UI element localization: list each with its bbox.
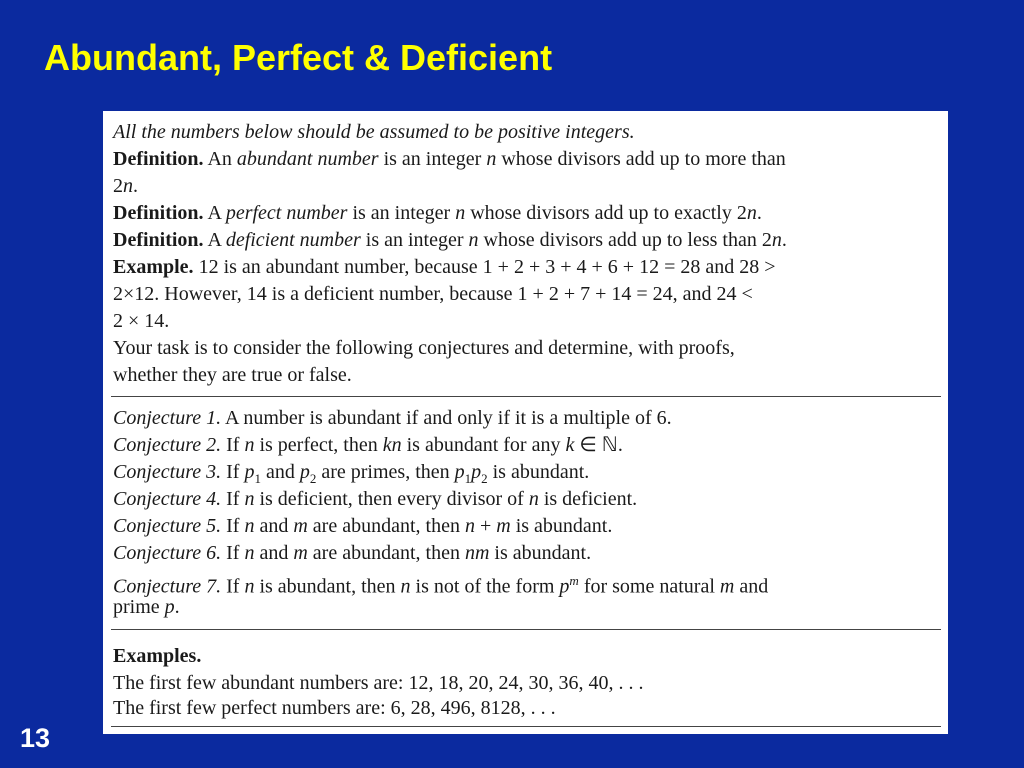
definition-deficient: Definition. A deficient number is an integer n whose divisors add up to less than 2n. [113, 229, 787, 251]
conjecture-5: Conjecture 5. If n and m are abundant, then n + m is abundant. [113, 515, 613, 537]
conjecture-2: Conjecture 2. If n is perfect, then kn is abundant for any k ∈ ℕ. [113, 434, 623, 456]
definition-abundant-cont: 2n. [113, 175, 138, 197]
conjecture-6: Conjecture 6. If n and m are abundant, then nm is abundant. [113, 542, 592, 564]
slide-title: Abundant, Perfect & Deficient [44, 37, 553, 78]
conjecture-1: Conjecture 1. A number is abundant if and only if it is a multiple of 6. [113, 407, 672, 429]
divider-2 [111, 629, 941, 630]
abundant-examples-line: The first few abundant numbers are: 12, 18, 20, 24, 30, 36, 40, . . . [113, 672, 644, 694]
examples-heading: Examples. [113, 645, 202, 667]
task-line-1: Your task is to consider the following conjectures and determine, with proofs, [113, 337, 735, 359]
intro-line: All the numbers below should be assumed to be positive integers. [113, 121, 635, 143]
perfect-examples-line: The first few perfect numbers are: 6, 28, 496, 8128, . . . [113, 697, 556, 719]
conjecture-7-cont: prime p. [113, 596, 180, 618]
definition-abundant: Definition. An abundant number is an integer n whose divisors add up to more than [113, 148, 786, 170]
page-number: 13 [20, 723, 51, 753]
conjecture-7: Conjecture 7. If n is abundant, then n is not of the form $p^m$ for some natural m and [113, 573, 769, 598]
conjecture-3: Conjecture 3. If $p_1$ and $p_2$ are primes, then $p_1p_2$ is abundant. [113, 461, 590, 486]
divider-1 [111, 396, 941, 397]
divider-3 [111, 726, 941, 727]
task-line-2: whether they are true or false. [113, 364, 352, 386]
content-panel [103, 111, 948, 734]
example-line-2: 2×12. However, 14 is a deficient number, because 1 + 2 + 7 + 14 = 24, and 24 < [113, 283, 753, 305]
definition-perfect: Definition. A perfect number is an integer n whose divisors add up to exactly 2n. [113, 202, 762, 224]
conjecture-4: Conjecture 4. If n is deficient, then every divisor of n is deficient. [113, 488, 638, 510]
example-line-3: 2 × 14. [113, 310, 170, 332]
example-line-1: Example. 12 is an abundant number, because 1 + 2 + 3 + 4 + 6 + 12 = 28 and 28 > [113, 256, 776, 278]
